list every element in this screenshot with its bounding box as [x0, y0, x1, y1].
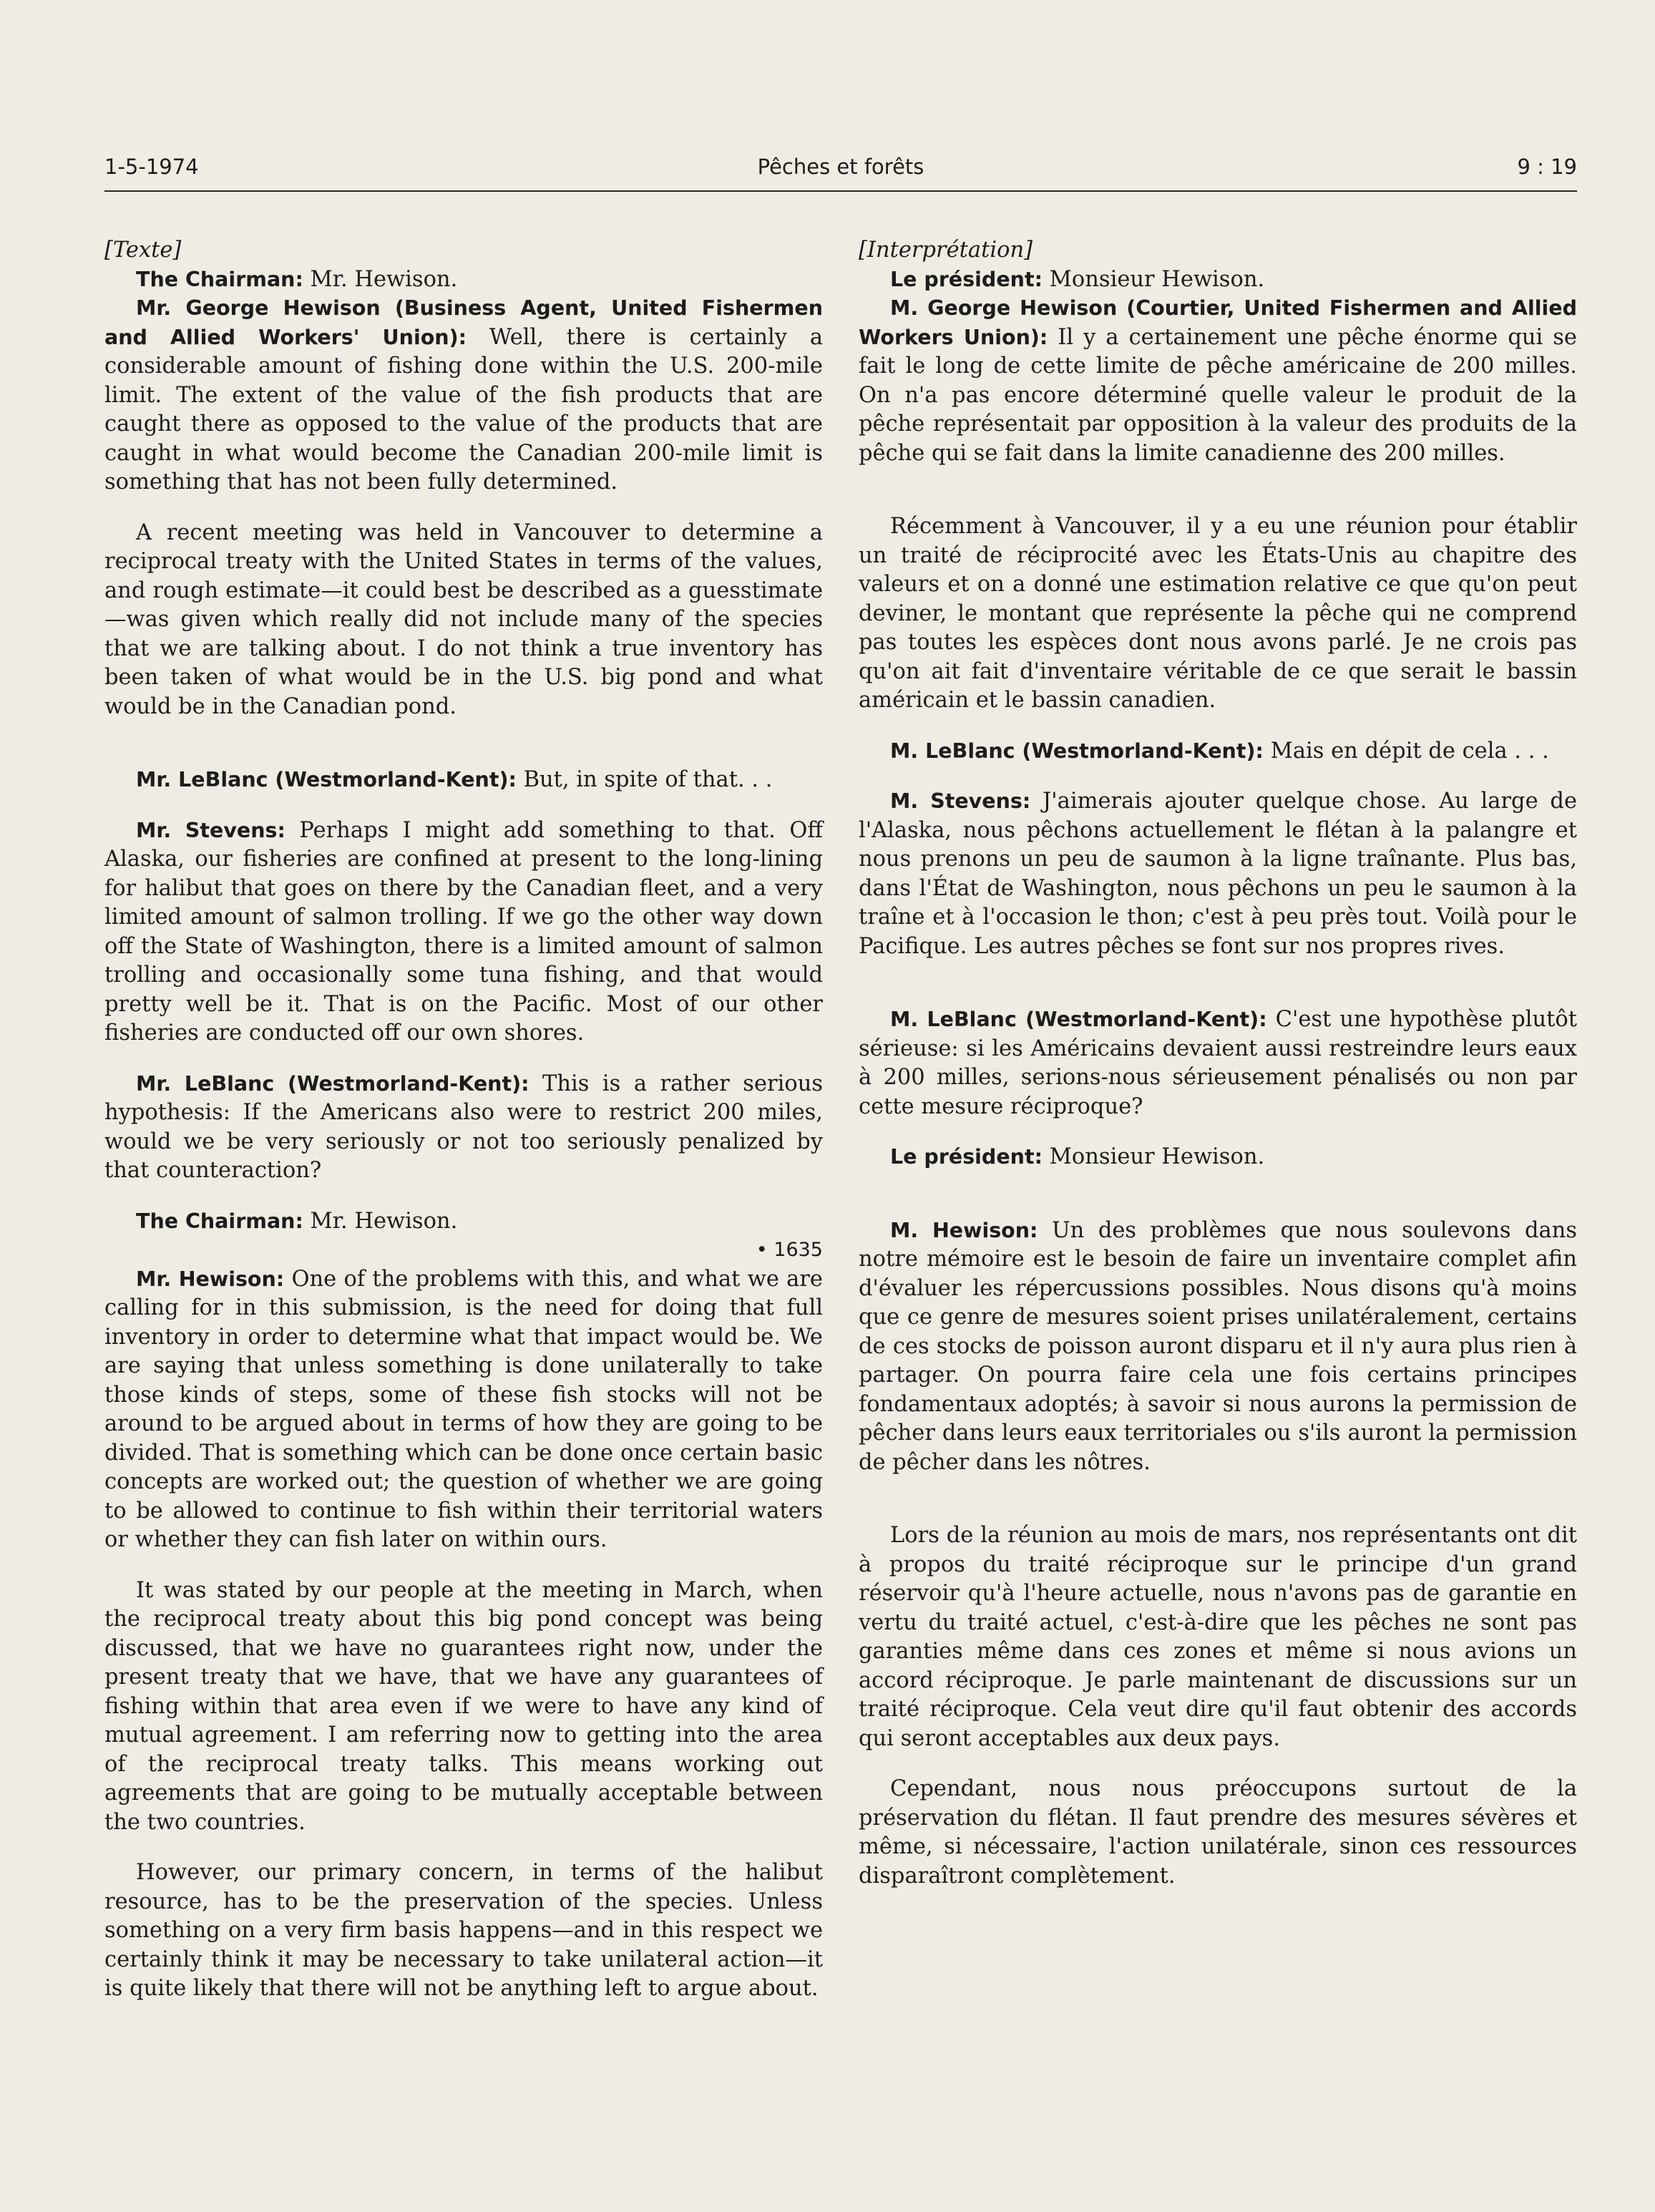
speech-text: One of the problems with this, and what we are calling for in this submission, is the need for doing that full inventory in order to determine what that impact would be. We are saying that unless something is done unilaterally to take those kinds of steps, some of these fish stocks will not be around to be argued about in terms of how they are going to be divided. That is something which can be done once certain basic concepts are worked out; the question of whether we are going to be allowed to continue to fish within their territorial waters or whether they can fish later on within ours.	[104, 1266, 823, 1552]
speech-text: Monsieur Hewison.	[1042, 1144, 1265, 1169]
paragraph	[859, 294, 1577, 468]
header-page-number: 9 : 19	[1517, 155, 1577, 179]
time-marker: • 1635	[756, 1239, 823, 1261]
speech-text: Il y a certainement une pêche énorme qui se fait le long de cette limite de pêche américaine de 200 milles. On n'a pas encore déterminé quelle valeur le produit de la pêche représentait par opposition à la valeur des produits de la pêche qui se fait dans la limite canadienne des 200 milles.	[859, 324, 1577, 466]
speaker-name: M. LeBlanc (Westmorland-Kent):	[890, 739, 1264, 763]
speech-text: J'aimerais ajouter quelque chose. Au large de l'Alaska, nous pêchons actuellement le flétan à la palangre et nous prenons un peu de saumon à la ligne traînante. Plus bas, dans l'État de Washington, nous pêchons un peu le saumon à la traîne et à l'occasion le thon; c'est à peu près tout. Voilà pour le Pacifique. Les autres pêches se font sur nos propres rives.	[859, 789, 1577, 959]
speaker-name: M. Stevens:	[890, 789, 1031, 813]
paragraph	[859, 1143, 1577, 1172]
paragraph	[859, 737, 1577, 766]
speech-text: This is a rather serious hypothesis: If the Americans also were to restrict 200 miles, would we be very seriously or not too seriously penalized by that counteraction?	[104, 1071, 824, 1183]
speech-text: C'est une hypothèse plutôt sérieuse: si les Américains devaient aussi restreindre leurs eaux à 200 milles, serions-nous sérieusement pénalisés ou non par cette mesure réciproque?	[859, 1007, 1577, 1119]
speaker-name: Mr. Stevens:	[136, 818, 285, 842]
speech-text: Mr. Hewison.	[303, 266, 458, 292]
speaker-name: The Chairman:	[136, 1209, 303, 1233]
section-tag: [Texte]	[104, 238, 182, 263]
paragraph	[104, 1070, 823, 1186]
page-header	[104, 150, 1577, 192]
paragraph	[104, 1265, 823, 1555]
speech-text: Lors de la réunion au mois de mars, nos représentants ont dit à propos du traité réciproque sur le principe d'un grand réservoir qu'à l'heure actuelle, nous n'avons pas de garantie en vertu du traité actuel, c'est-à-dire que les pêches ne sont pas garanties même dans ces zones et même si nous avions un accord réciproque. Je parle maintenant de discussions sur un traité réciproque. Cela veut dire qu'il faut obtenir des accords qui seront acceptables aux deux pays.	[859, 1523, 1577, 1751]
speech-text: Mais en dépit de cela . . .	[1263, 738, 1549, 764]
paragraph	[104, 1577, 823, 1838]
speaker-name: Mr. LeBlanc (Westmorland-Kent):	[136, 768, 517, 791]
speech-text: However, our primary concern, in terms of the halibut resource, has to be the preservation of the species. Unless something on a very firm basis happens—and in this respect we certainly think it may be necessary to take unilateral action—it is quite likely that there will not be anything left to argue about.	[104, 1860, 823, 2001]
speaker-name: M. LeBlanc (Westmorland-Kent):	[890, 1008, 1267, 1031]
speaker-name: Mr. George Hewison (Business Agent, United Fishermen and Allied Workers' Union):	[104, 296, 823, 349]
paragraph	[859, 1521, 1577, 1753]
paragraph	[859, 1005, 1577, 1121]
speech-text: Un des problèmes que nous soulevons dans notre mémoire est le besoin de faire un inventaire complet afin d'évaluer les répercussions possibles. Nous disons qu'à moins que ce genre de mesures soient prises unilatéralement, certains de ces stocks de poisson auront disparu et il n'y aura plus rien à partager. On pourra faire cela une fois certains principes fondamentaux adoptés; à savoir si nous aurons la permission de pêcher dans leurs eaux territoriales ou s'ils auront la permission de pêcher dans les nôtres.	[859, 1217, 1577, 1475]
paragraph	[859, 1775, 1577, 1891]
paragraph	[104, 1858, 823, 2004]
speech-text: Cependant, nous nous préoccupons surtout de la préservation du flétan. Il faut prendre des mesures sévères et même, si nécessaire, l'action unilatérale, sinon ces ressources disparaîtront complètement.	[859, 1776, 1577, 1889]
speaker-name: The Chairman:	[136, 267, 303, 291]
paragraph	[859, 265, 1577, 295]
speech-text: Well, there is certainly a considerable amount of fishing done within the U.S. 200-mile limit. The extent of the value of the fish products that are caught there as opposed to the value of the products that are caught in what would become the Canadian 200-mile limit is something that has not been fully determined.	[104, 324, 824, 494]
speaker-name: Mr. Hewison:	[136, 1267, 285, 1291]
speech-text: Mr. Hewison.	[303, 1208, 458, 1234]
speech-text: But, in spite of that. . .	[516, 767, 773, 792]
speech-text: Récemment à Vancouver, il y a eu une réunion pour établir un traité de réciprocité avec les États-Unis au chapitre des valeurs et on a donné une estimation relative ce que qu'on peut deviner, le montant que représente la pêche qui ne comprend pas toutes les espèces dont nous avons parlé. Je ne crois pas qu'on ait fait d'inventaire véritable de ce que serait le bassin américain et le bassin canadien.	[859, 514, 1577, 713]
speaker-name: M. Hewison:	[890, 1218, 1038, 1242]
speaker-name: Le président:	[890, 1145, 1043, 1169]
header-date: 1-5-1974	[104, 155, 199, 179]
section-tag: [Interprétation]	[859, 238, 1032, 263]
english-column	[104, 236, 823, 2025]
speech-text: Perhaps I might add something to that. Off Alaska, our fisheries are confined at present to the long-lining for halibut that goes on there by the Canadian fleet, and a very limited amount of salmon trolling. If we go the other way down off the State of Washington, there is a limited amount of salmon trolling and occasionally some tuna fishing, and that would pretty well be it. That is on the Pacific. Most of our other fisheries are conducted off our own shores.	[104, 817, 823, 1046]
speech-text: A recent meeting was held in Vancouver to determine a reciprocal treaty with the United States in terms of the values, and rough estimate—it could best be described as a guesstimate—was given which really did not include many of the species that we are talking about. I do not think a true inventory has been taken of what would be in the U.S. big pond and what would be in the Canadian pond.	[104, 520, 823, 719]
speaker-name: Le président:	[890, 267, 1043, 291]
header-title: Pêches et forêts	[757, 155, 924, 179]
french-column	[859, 236, 1577, 1912]
paragraph	[104, 817, 823, 1048]
speaker-name: Mr. LeBlanc (Westmorland-Kent):	[136, 1071, 529, 1096]
speech-text: Monsieur Hewison.	[1042, 266, 1265, 292]
paragraph	[859, 1217, 1577, 1478]
speech-text: It was stated by our people at the meeting in March, when the reciprocal treaty about this big pond concept was being discussed, that we have no guarantees right now, under the present treaty that we have, that we have any guarantees of fishing within that area even if we were to have any kind of mutual agreement. I am referring now to getting into the area of the reciprocal treaty talks. This means working out agreements that are going to be mutually acceptable between the two countries.	[104, 1577, 823, 1835]
paragraph	[104, 766, 823, 795]
paragraph	[859, 512, 1577, 716]
speaker-name: M. George Hewison (Courtier, United Fishermen and Allied Workers Union):	[859, 296, 1577, 349]
paragraph	[104, 265, 823, 295]
paragraph	[104, 294, 823, 497]
paragraph	[104, 519, 823, 722]
paragraph	[859, 787, 1577, 961]
paragraph	[104, 1207, 823, 1237]
